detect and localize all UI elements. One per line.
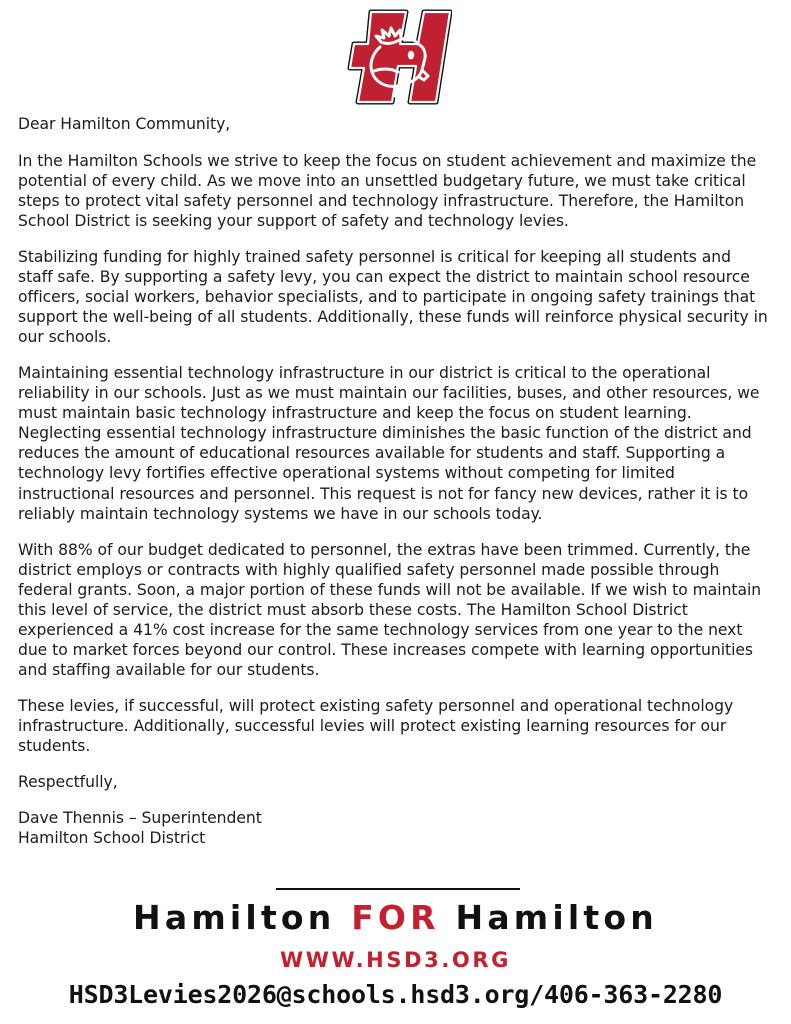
letter-salutation: Dear Hamilton Community, — [18, 115, 231, 133]
signature-block — [18, 808, 770, 849]
letter-paragraph-2: Stabilizing funding for highly trained safety personnel is critical for keeping all students and staff safe. By supporting a safety levy, you can expect the district to maintain school resource officers, social workers, behavior specialists, and to participate in ongoing safety trainings that support the well-being of all students. Additionally, these funds will reinforce physical security in our schools. — [18, 248, 768, 347]
brand-prefix-text: Hamilton — [133, 898, 336, 937]
letter-body — [18, 114, 770, 848]
footer-brand-slogan — [0, 898, 791, 937]
signer-organization: Hamilton School District — [18, 829, 206, 848]
logo-letter-h-inner-outline — [350, 12, 450, 102]
footer-website-link[interactable]: WWW.HSD3.ORG — [280, 948, 511, 972]
letter-paragraph-5: These levies, if successful, will protect existing safety personnel and operational technology infrastructure. Additionally, successful levies will protect existing learning resources for our students. — [18, 696, 734, 755]
signer-name-and-title: Dave Thennis – Superintendent — [18, 808, 262, 827]
letter-paragraph-4: With 88% of our budget dedicated to personnel, the extras have been trimmed. Currently, the district employs or contracts with highly qualified safety personnel made possible through federal grants. Soon, a major portion of these funds will not be available. If we wish to maintain this level of service, the district must absorb these costs. The Hamilton School District experienced a 41% cost increase for the same technology services from one year to the next due to market forces beyond our control. These increases compete with learning opportunities and staffing available for our students. — [18, 540, 762, 679]
letter-paragraph-3: Maintaining essential technology infrastructure in our district is critical to the operational reliability in our schools. Just as we must maintain our facilities, buses, and other resources, we must maintain basic technology infrastructure and keep the focus on student learning. Neglecting essential technology infrastructure diminishes the basic function of the district and reduces the amount of educational resources available for students and staff. Supporting a technology levy fortifies effective operational systems without competing for limited instructional resources and personnel. This request is not for fancy new devices, rather it is to reliably maintain technology systems we have in our schools today. — [18, 364, 760, 523]
footer-divider-rule — [276, 888, 520, 890]
brand-suffix-text: Hamilton — [455, 898, 658, 937]
hamilton-broncs-h-logo-icon — [340, 6, 452, 106]
footer-contact-line[interactable]: HSD3Levies2026@schools.hsd3.org/406-363-2280 — [68, 980, 723, 1009]
letter-closing: Respectfully, — [18, 772, 118, 791]
letter-paragraph-1: In the Hamilton Schools we strive to keep the focus on student achievement and maximize the potential of every child. As we move into an unsettled budgetary future, we must take critical steps to protect vital safety personnel and technology infrastructure. Therefore, the Hamilton School District is seeking your support of safety and technology levies. — [18, 152, 757, 231]
brand-for-text: FOR — [351, 898, 440, 937]
district-logo — [0, 4, 791, 108]
